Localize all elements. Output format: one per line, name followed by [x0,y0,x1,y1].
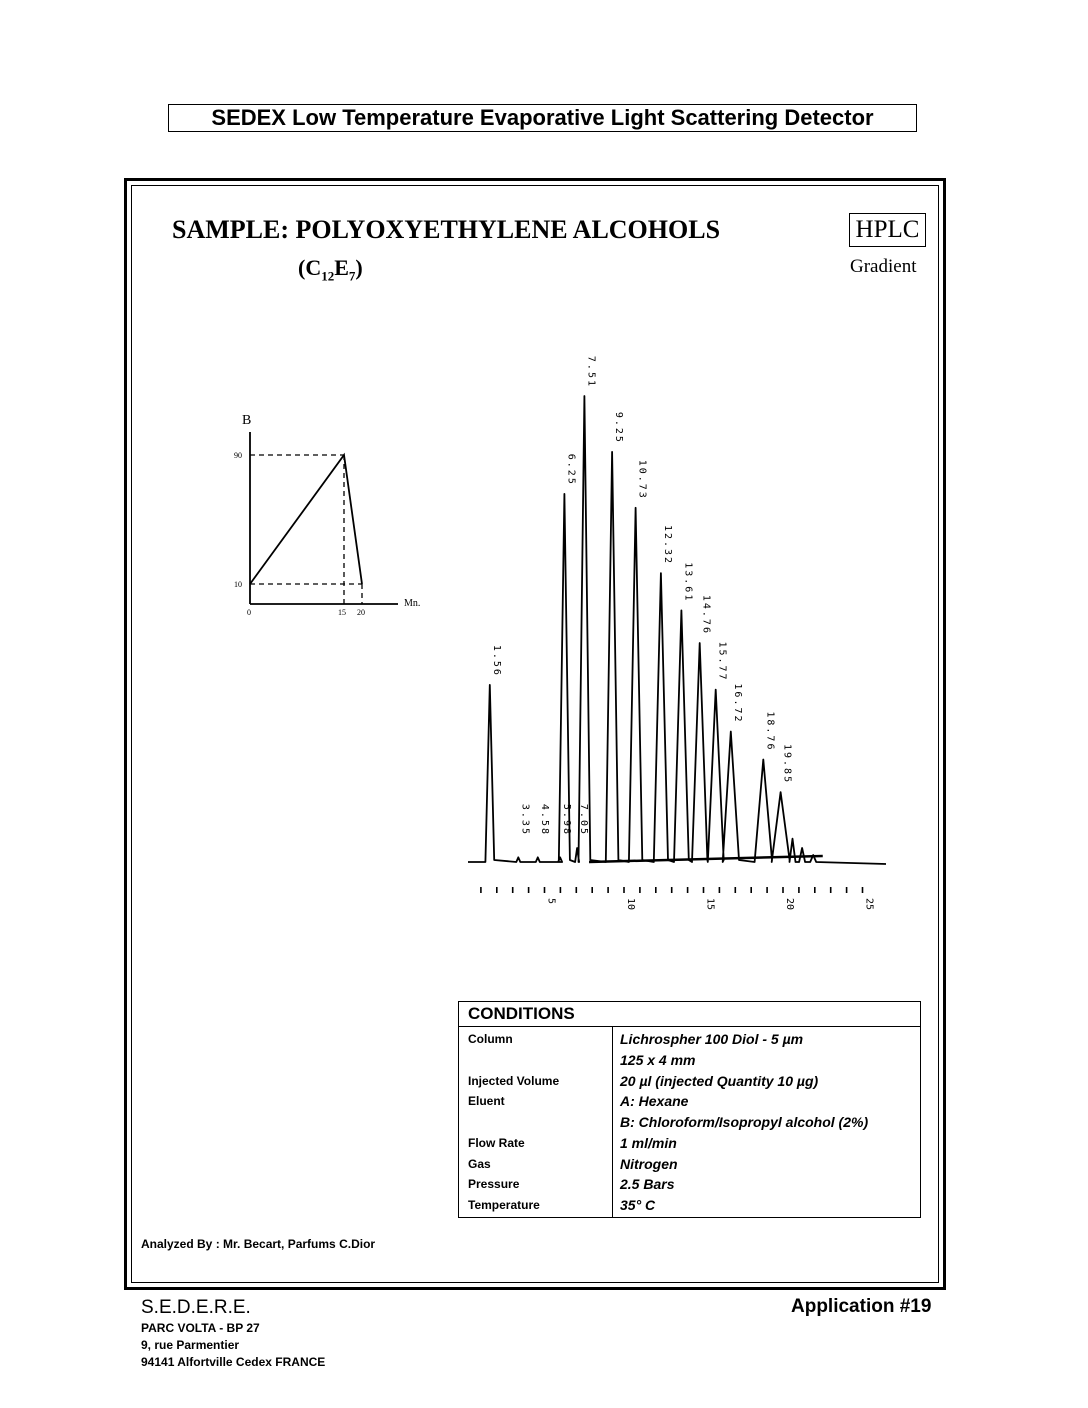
sample-formula: $(C_{12}E_7)$ [298,255,363,284]
condition-value: 1 ml/min [620,1135,677,1151]
peak-label: 4.58 [538,803,550,836]
gradient-label: Gradient [850,256,917,277]
gradient-program-chart [234,413,420,617]
gradient-x-label: Mn. [404,598,421,609]
gradient-x-tick-0: 0 [247,608,251,617]
conditions-row [459,1133,920,1153]
document-header-title: SEDEX Low Temperature Evaporative Light Scattering Detector [168,104,917,132]
conditions-row [459,1112,920,1132]
time-axis-label: 5 [545,898,557,905]
peak-label: 13.61 [682,562,694,603]
gradient-profile-line [250,455,362,584]
gradient-y-tick-10: 10 [234,580,242,589]
condition-value: Nitrogen [620,1156,678,1172]
hplc-badge: HPLC [849,213,926,247]
condition-label: Injected Volume [468,1074,560,1088]
peak-label: 14.76 [700,594,712,635]
conditions-row [459,1091,920,1111]
peak-label: 7.05 [578,803,590,836]
gradient-x-tick-15: 15 [338,608,346,617]
peak-label: 7.51 [585,355,597,388]
chromatogram [468,356,886,910]
condition-value: A: Hexane [620,1093,689,1109]
address-line: 9, rue Parmentier [141,1338,240,1352]
time-axis-label: 25 [863,898,875,911]
condition-label: Temperature [468,1198,540,1212]
condition-value: 2.5 Bars [620,1176,675,1192]
peak-label: 16.72 [731,683,743,724]
conditions-row [459,1174,920,1194]
baseline-drift [589,856,823,862]
condition-value: 20 µl (injected Quantity 10 µg) [620,1073,819,1089]
conditions-row [459,1195,920,1215]
application-number: Application #19 [791,1296,932,1317]
conditions-heading: CONDITIONS [459,1002,920,1027]
condition-value: 125 x 4 mm [620,1052,696,1068]
time-axis-label: 20 [784,898,795,911]
peak-label: 12.32 [661,524,673,566]
sample-title: SAMPLE: POLYOXYETHYLENE ALCOHOLS [172,215,721,244]
condition-label: Gas [468,1157,491,1171]
conditions-table [458,1001,921,1218]
time-axis-label: 10 [625,898,636,911]
address-line: PARC VOLTA - BP 27 [141,1321,260,1335]
conditions-row [459,1050,920,1070]
peak-label: 6.25 [565,453,577,486]
condition-value: Lichrospher 100 Diol - 5 µm [620,1031,804,1047]
condition-label: Flow Rate [468,1136,525,1150]
conditions-row [459,1029,920,1049]
peak-label: 19.85 [781,743,793,785]
peak-label: 3.35 [519,803,531,836]
gradient-y-label: B [242,413,252,428]
peak-label: 18.76 [764,711,776,752]
chromatogram-trace [468,396,886,864]
condition-label: Pressure [468,1177,520,1191]
conditions-row [459,1071,920,1091]
condition-value: 35° C [620,1197,656,1213]
peak-label: 5.98 [561,803,573,836]
company-name: S.E.D.E.R.E. [141,1297,251,1318]
conditions-row [459,1154,920,1174]
condition-label: Eluent [468,1094,505,1108]
peak-label: 15.77 [716,641,728,682]
analyzed-by: Analyzed By : Mr. Becart, Parfums C.Dior [141,1237,376,1251]
gradient-y-tick-90: 90 [234,451,242,460]
peak-label: 1.56 [490,644,502,677]
gradient-x-tick-20: 20 [357,608,365,617]
address-line: 94141 Alfortville Cedex FRANCE [141,1355,326,1369]
time-axis-label: 15 [704,898,716,911]
peak-label: 9.25 [613,411,625,444]
condition-label: Column [468,1032,513,1046]
peak-label: 10.73 [636,459,648,500]
condition-value: B: Chloroform/Isopropyl alcohol (2%) [620,1114,869,1130]
